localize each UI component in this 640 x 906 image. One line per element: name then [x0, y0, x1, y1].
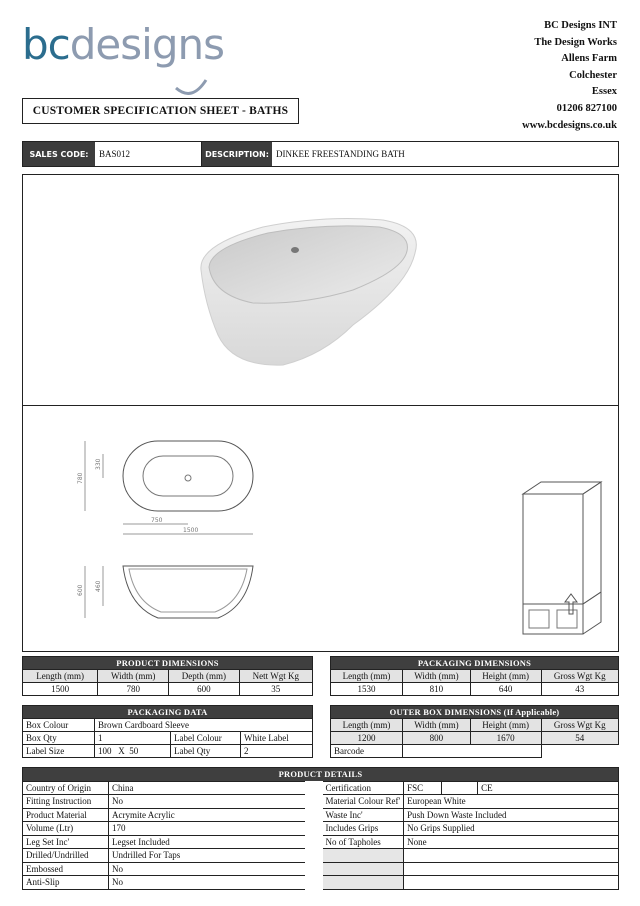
technical-drawing-panel — [22, 406, 619, 652]
box-colour-label: Box Colour — [23, 719, 95, 732]
pk-length: 1530 — [331, 683, 403, 696]
detail-value: Push Down Waste Included — [404, 808, 619, 822]
detail-value: None — [404, 835, 619, 849]
detail-empty — [314, 849, 404, 863]
box-qty-value: 1 — [95, 732, 171, 745]
label-colour-label: Label Colour — [171, 732, 241, 745]
label-qty-label: Label Qty — [171, 745, 241, 758]
cert-fsc: FSC — [404, 781, 442, 795]
ob-weight: 54 — [541, 732, 619, 745]
detail-label: Material Colour Ref' — [314, 795, 404, 809]
detail-empty — [404, 876, 619, 890]
bath-photo — [23, 175, 617, 404]
detail-value: European White — [404, 795, 619, 809]
company-logo — [22, 14, 262, 94]
sales-code-label: SALES CODE: — [23, 142, 95, 166]
dim-width-outer: 780 — [77, 472, 84, 484]
detail-value: Undrilled For Taps — [109, 849, 314, 863]
dim-height: 600 — [77, 584, 84, 596]
detail-value: Acrymite Acrylic — [109, 808, 314, 822]
barcode-value — [403, 745, 541, 758]
pd-header-weight: Nett Wgt Kg — [239, 670, 312, 683]
logo-swoosh-icon — [172, 58, 212, 98]
detail-label: Volume (Ltr) — [23, 822, 109, 836]
detail-value: No — [109, 862, 314, 876]
product-dimensions-title: PRODUCT DIMENSIONS — [23, 657, 313, 670]
detail-value: No — [109, 876, 314, 890]
detail-label: Includes Grips — [314, 822, 404, 836]
pk-header-length: Length (mm) — [331, 670, 403, 683]
pk-height: 640 — [470, 683, 541, 696]
ob-header-weight: Gross Wgt Kg — [541, 719, 619, 732]
packaging-dimensions-table — [330, 656, 619, 696]
ob-width: 800 — [403, 732, 471, 745]
detail-label: Country of Origin — [23, 781, 109, 795]
label-size-value: 100 X 50 — [95, 745, 171, 758]
dim-length: 1500 — [183, 527, 199, 534]
detail-label: Fitting Instruction — [23, 795, 109, 809]
box-qty-label: Box Qty — [23, 732, 95, 745]
pk-header-width: Width (mm) — [403, 670, 471, 683]
pd-header-depth: Depth (mm) — [169, 670, 240, 683]
company-phone: 01206 827100 — [556, 102, 617, 114]
packaging-dimensions-title: PACKAGING DIMENSIONS — [331, 657, 619, 670]
company-line-4: Essex — [591, 86, 617, 98]
cert-blank — [442, 781, 478, 795]
packaging-data-title: PACKAGING DATA — [23, 706, 313, 719]
barcode-label: Barcode — [331, 745, 403, 758]
cert-ce: CE — [478, 781, 619, 795]
sales-code-bar — [22, 141, 619, 167]
ob-header-height: Height (mm) — [470, 719, 541, 732]
detail-label: Leg Set Inc' — [23, 835, 109, 849]
detail-value: Legset Included — [109, 835, 314, 849]
detail-value: No Grips Supplied — [404, 822, 619, 836]
ob-header-length: Length (mm) — [331, 719, 403, 732]
company-name: BC Designs INT — [544, 20, 617, 31]
detail-value: No — [109, 795, 314, 809]
detail-value: China — [109, 781, 314, 795]
ob-length: 1200 — [331, 732, 403, 745]
technical-drawing — [23, 406, 617, 650]
box-colour-value: Brown Cardboard Sleeve — [95, 719, 313, 732]
logo-designs-text: designs — [69, 20, 224, 69]
dim-half-length: 750 — [151, 517, 163, 524]
pd-weight: 35 — [239, 683, 312, 696]
detail-label: Anti-Slip — [23, 876, 109, 890]
logo-bc-text: bc — [22, 20, 70, 69]
label-colour-value: White Label — [241, 732, 313, 745]
detail-empty — [404, 849, 619, 863]
company-address — [522, 18, 617, 134]
outer-box-table — [330, 705, 619, 758]
label-qty-value: 2 — [241, 745, 313, 758]
company-line-1: The Design Works — [534, 36, 617, 48]
pd-header-width: Width (mm) — [98, 670, 169, 683]
ob-header-width: Width (mm) — [403, 719, 471, 732]
company-line-3: Colchester — [569, 69, 617, 81]
pk-header-weight: Gross Wgt Kg — [541, 670, 619, 683]
product-photo-panel — [22, 174, 619, 406]
pk-header-height: Height (mm) — [470, 670, 541, 683]
pk-width: 810 — [403, 683, 471, 696]
ob-height: 1670 — [470, 732, 541, 745]
label-size-label: Label Size — [23, 745, 95, 758]
dim-width-inner: 330 — [95, 458, 102, 470]
sheet-title: CUSTOMER SPECIFICATION SHEET - BATHS — [22, 98, 299, 124]
description-value: DINKEE FREESTANDING BATH — [276, 149, 405, 159]
pd-width: 780 — [98, 683, 169, 696]
pd-header-length: Length (mm) — [23, 670, 98, 683]
company-website: www.bcdesigns.co.uk — [522, 119, 617, 131]
detail-label: Embossed — [23, 862, 109, 876]
outer-box-title: OUTER BOX DIMENSIONS (If Applicable) — [331, 706, 619, 719]
detail-empty — [314, 862, 404, 876]
company-line-2: Allens Farm — [561, 53, 617, 65]
pk-weight: 43 — [541, 683, 619, 696]
detail-label: Drilled/Undrilled — [23, 849, 109, 863]
detail-label: Waste Inc' — [314, 808, 404, 822]
pd-depth: 600 — [169, 683, 240, 696]
certification-label: Certification — [314, 781, 404, 795]
description-label: DESCRIPTION: — [202, 142, 272, 166]
detail-empty — [314, 876, 404, 890]
detail-empty — [404, 862, 619, 876]
detail-label: Product Material — [23, 808, 109, 822]
dim-inner-height: 460 — [95, 580, 102, 592]
detail-label: No of Tapholes — [314, 835, 404, 849]
product-dimensions-table — [22, 656, 313, 696]
product-details-title: PRODUCT DETAILS — [23, 768, 619, 782]
detail-value: 170 — [109, 822, 314, 836]
packaging-data-table — [22, 705, 313, 758]
pd-length: 1500 — [23, 683, 98, 696]
sales-code-value: BAS012 — [95, 142, 202, 166]
product-details-table — [22, 767, 619, 890]
